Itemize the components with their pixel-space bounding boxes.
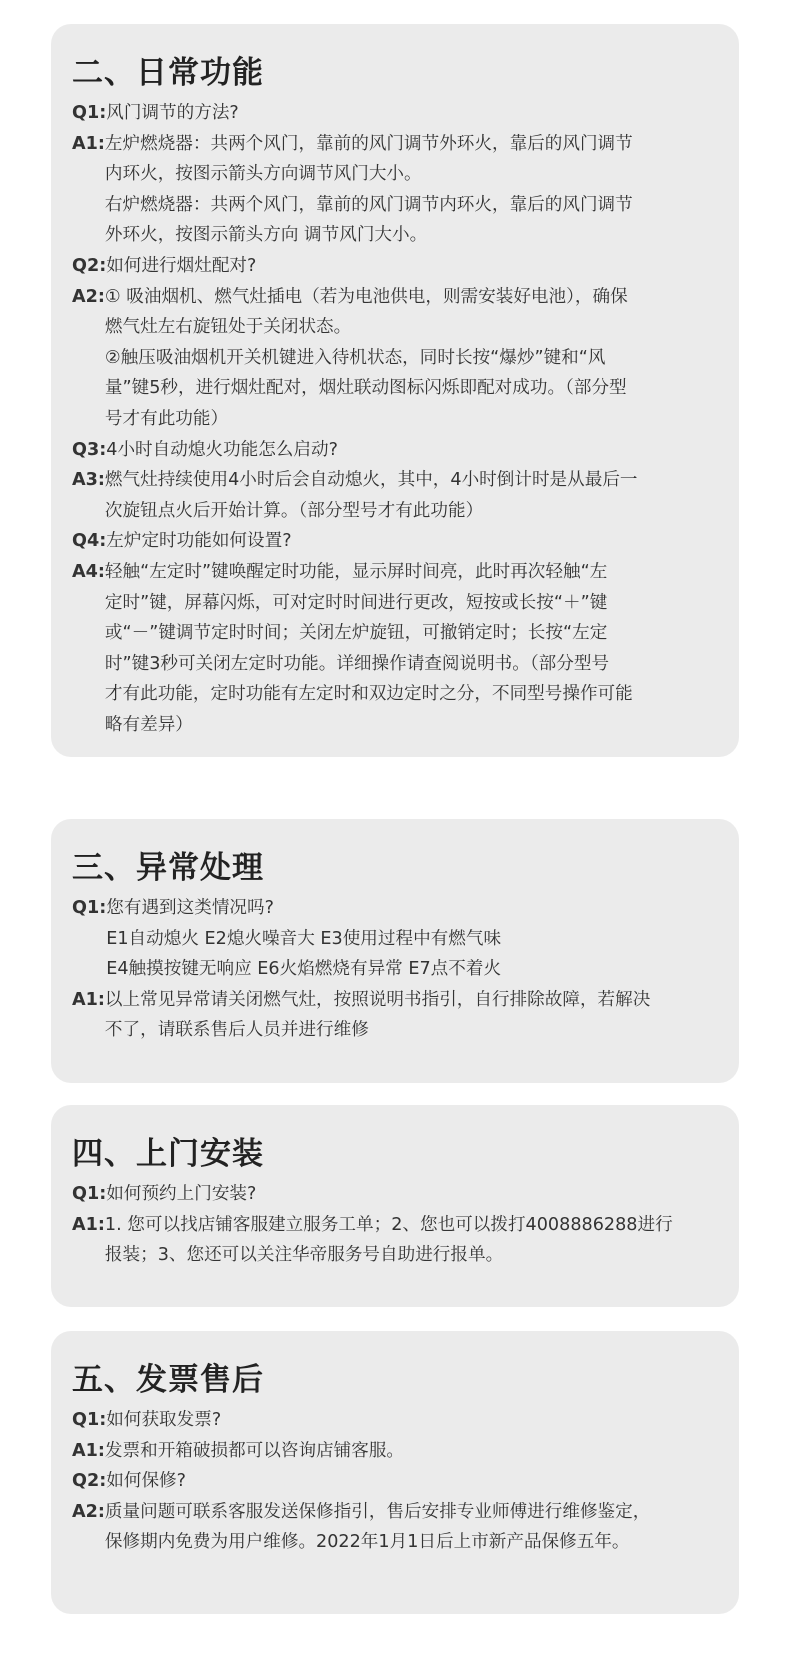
qa-text: 发票和开箱破损都可以咨询店铺客服。	[104, 1440, 405, 1461]
qa-item	[72, 893, 719, 985]
qa-text: 以上常见异常请关闭燃气灶，按照说明书指引，自行排除故障，若解决 不了，请联系售后人员并进行维修	[104, 989, 651, 1041]
qa-label: A3:	[72, 470, 105, 491]
section-title: 四、上门安装	[72, 1136, 264, 1172]
qa-label: A2:	[72, 286, 105, 307]
qa-label: Q1:	[72, 898, 107, 918]
qa-item	[72, 465, 719, 526]
qa-label: Q1:	[72, 1410, 107, 1430]
qa-text: 如何保修?	[106, 1471, 186, 1492]
qa-item	[72, 129, 719, 251]
qa-item	[72, 557, 719, 741]
qa-label: A1:	[72, 1214, 105, 1235]
qa-text: 1. 您可以找店铺客服建立服务工单；2、您也可以拨打4008886288进行 报装；3、您还可以关注华帝服务号自助进行报单。	[104, 1214, 673, 1266]
qa-text: 左炉定时功能如何设置?	[106, 531, 292, 552]
qa-text: 风门调节的方法?	[106, 103, 239, 123]
qa-text: 如何获取发票?	[106, 1410, 222, 1430]
qa-item	[72, 1436, 719, 1467]
qa-text: 如何进行烟灶配对?	[106, 255, 257, 276]
qa-label: A1:	[72, 1440, 105, 1461]
section-title: 三、异常处理	[72, 850, 264, 886]
qa-item	[72, 1179, 719, 1210]
qa-text: 如何预约上门安装?	[106, 1184, 257, 1204]
card-invoice-aftersales	[51, 1331, 739, 1614]
qa-label: Q3:	[72, 439, 107, 460]
qa-label: Q4:	[72, 531, 107, 552]
qa-label: A2:	[72, 1501, 105, 1522]
qa-text: ① 吸油烟机、燃气灶插电（若为电池供电，则需安装好电池），确保 燃气灶左右旋钮处于关闭状态。 ②触压吸油烟机开关机键进入待机状态，同时长按“爆炒”键和“风 量”键5秒，进行烟灶配对，烟灶联动图标闪烁即配对成功。（部分型 号才有此功能）	[104, 286, 628, 429]
qa-item	[72, 282, 719, 435]
qa-text: 4小时自动熄火功能怎么启动?	[106, 439, 338, 460]
qa-item	[72, 1466, 719, 1497]
qa-item	[72, 1210, 719, 1271]
section-title: 五、发票售后	[72, 1362, 264, 1398]
qa-item	[72, 1497, 719, 1558]
qa-label: A1:	[72, 133, 105, 154]
qa-text: 燃气灶持续使用4小时后会自动熄火，其中，4小时倒计时是从最后一 次旋钮点火后开始计算。（部分型号才有此功能）	[104, 470, 638, 521]
qa-label: Q2:	[72, 1471, 107, 1492]
qa-label: Q1:	[72, 1184, 107, 1204]
card-troubleshooting	[51, 819, 739, 1083]
qa-label: Q2:	[72, 255, 107, 276]
section-title: 二、日常功能	[72, 55, 264, 91]
qa-text: 您有遇到这类情况吗? E1自动熄火 E2熄火噪音大 E3使用过程中有燃气味 E4触摸按键无响应 E6火焰燃烧有异常 E7点不着火	[106, 898, 502, 980]
qa-text: 质量问题可联系客服发送保修指引，售后安排专业师傅进行维修鉴定， 保修期内免费为用户维修。2022年1月1日后上市新产品保修五年。	[104, 1501, 651, 1553]
qa-item	[72, 98, 719, 129]
qa-text: 左炉燃烧器：共两个风门，靠前的风门调节外环火，靠后的风门调节 内环火，按图示箭头方向调节风门大小。 右炉燃烧器：共两个风门，靠前的风门调节内环火，靠后的风门调节 外环火，按图示箭头方向 调节风门大小。	[104, 133, 633, 246]
qa-label: A4:	[72, 561, 105, 582]
qa-item	[72, 985, 719, 1046]
qa-item	[72, 526, 719, 557]
card-daily-functions	[51, 24, 739, 757]
qa-text: 轻触“左定时”键唤醒定时功能，显示屏时间亮，此时再次轻触“左 定时”键，屏幕闪烁，可对定时时间进行更改，短按或长按“＋”键 或“－”键调节定时时间；关闭左炉旋钮，可撤销定时；长按“左定 时”键3秒可关闭左定时功能。详细操作请查阅说明书。（部分型号 才有此功能，定时功能有左定时和双边定时之分，不同型号操作可能 略有差异）	[104, 561, 633, 735]
qa-label: Q1:	[72, 103, 107, 123]
qa-item	[72, 435, 719, 466]
qa-item	[72, 251, 719, 282]
qa-label: A1:	[72, 989, 105, 1010]
qa-item	[72, 1405, 719, 1436]
card-installation	[51, 1105, 739, 1307]
